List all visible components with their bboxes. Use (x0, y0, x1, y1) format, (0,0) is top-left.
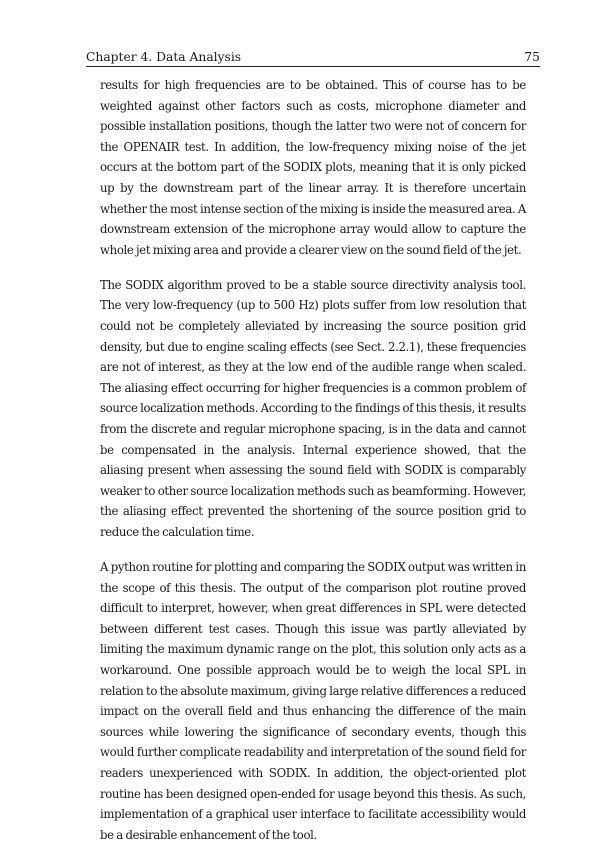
paragraph-sodix-algorithm: The SODIX algorithm proved to be a stable source directivity analysis tool. The very low-frequency (up to 500 Hz) plots suffer from low resolution that could not be completely alleviated by increasing the source position grid density, but due to engine scaling effects (see Sect. 2.2.1), these frequencies are not of interest, as they at the low end of the audible range when scaled. The aliasing effect occurring for higher frequencies is a common problem of source localization methods. According to the findings of this thesis, it results from the discrete and regular microphone spacing, is in the data and cannot be compensated in the analysis. Internal experience showed, that the aliasing present when assessing the sound field with SODIX is comparably weaker to other source localization methods such as beamforming. However, the aliasing effect prevented the shortening of the source position grid to reduce the calculation time. (100, 277, 526, 539)
page-number: 75 (524, 50, 540, 64)
body-text (100, 75, 526, 860)
running-header (86, 49, 540, 65)
paragraph-continuation: results for high frequencies are to be obtained. This of course has to be weighted against other factors such as costs, microphone diameter and possible installation positions, though the latter two were not of concern for the OPENAIR test. In addition, the low-frequency mixing noise of the jet occurs at the bottom part of the SODIX plots, meaning that it is only picked up by the downstream part of the linear array. It is therefore uncertain whether the most intense section of the mixing is inside the measured area. A downstream extension of the microphone array would allow to capture the whole jet mixing area and provide a clearer view on the sound field of the jet. (100, 78, 526, 257)
header-rule (86, 66, 540, 67)
paragraph-python-routine: A python routine for plotting and comparing the SODIX output was written in the scope of this thesis. The output of the comparison plot routine proved difficult to interpret, however, when great differences in SPL were detected between different test cases. Though this issue was partly alleviated by limiting the maximum dynamic range on the plot, this solution only acts as a workaround. One possible approach would be to weigh the local SPL in relation to the absolute maximum, giving large relative differences a reduced impact on the overall field and thus enhancing the difference of the main sources while lowering the significance of secondary events, though this would further complicate readability and interpretation of the sound field for readers unexperienced with SODIX. In addition, the object-oriented plot routine has been designed open-ended for usage beyond this thesis. As such, implementation of a graphical user interface to facilitate accessibility would be a desirable enhancement of the tool. (100, 560, 526, 842)
chapter-title: Chapter 4. Data Analysis (86, 50, 242, 64)
